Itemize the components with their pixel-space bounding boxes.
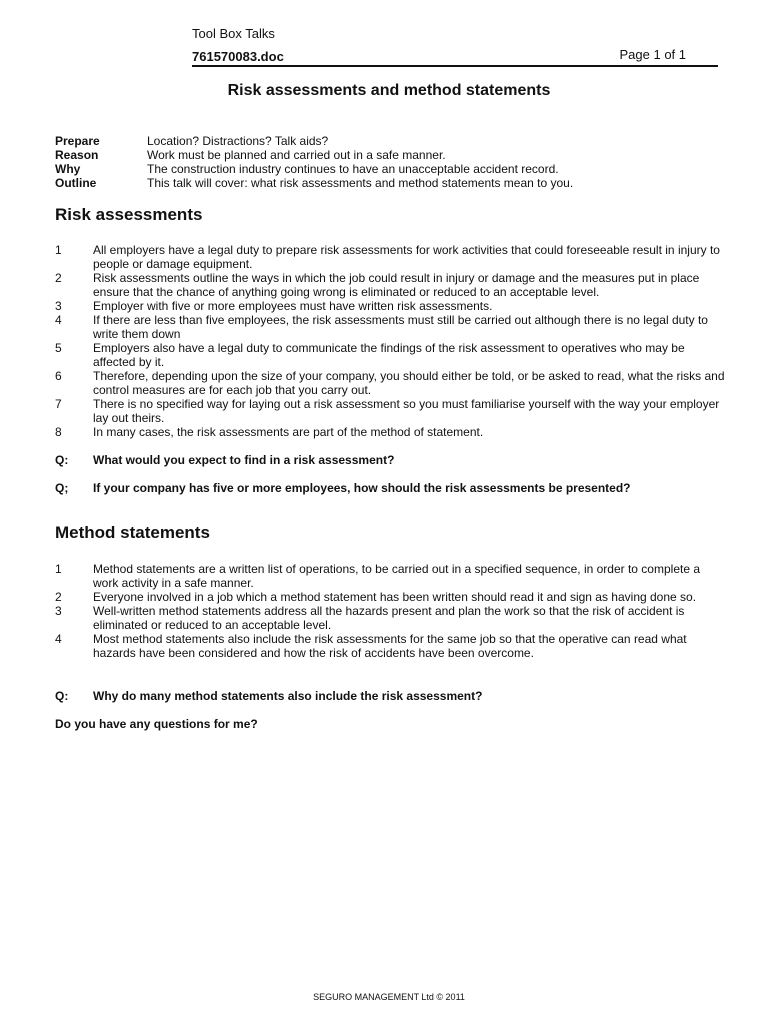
question-label: Q: [55, 453, 69, 467]
question-label: Q: [55, 689, 69, 703]
risk-list [55, 243, 725, 439]
list-item [55, 590, 725, 604]
header-filename: 761570083.doc [192, 49, 284, 64]
item-number: 2 [55, 590, 62, 604]
method-list [55, 562, 725, 660]
list-item [55, 632, 725, 660]
method-question-1 [55, 689, 725, 703]
header-page-number: Page 1 of 1 [619, 47, 686, 62]
item-number: 8 [55, 425, 62, 439]
method-section-heading: Method statements [55, 523, 210, 542]
list-item [55, 397, 725, 425]
item-number: 1 [55, 562, 62, 576]
intro-row-outline [55, 176, 725, 190]
intro-key: Outline [55, 176, 97, 190]
item-text: If there are less than five employees, the risk assessments must still be carried out although there is no legal duty to write them down [93, 313, 708, 341]
intro-key: Reason [55, 148, 99, 162]
question-text: If your company has five or more employees, how should the risk assessments be presented? [93, 481, 631, 495]
item-text: Risk assessments outline the ways in which the job could result in injury or damage and the measures put in place ensure that the chance of anything going wrong is eliminated or reduced to an acceptable level. [93, 271, 700, 299]
item-number: 3 [55, 299, 62, 313]
item-number: 2 [55, 271, 62, 285]
list-item [55, 425, 725, 439]
item-text: Everyone involved in a job which a method statement has been written should read it and sign as having done so. [93, 590, 697, 604]
item-number: 5 [55, 341, 62, 355]
document-title: Risk assessments and method statements [227, 82, 551, 99]
header-series: Tool Box Talks [192, 26, 275, 41]
item-text: There is no specified way for laying out a risk assessment so you must familiarise yourself with the way your employer lay out theirs. [93, 397, 720, 425]
intro-value: This talk will cover: what risk assessments and method statements mean to you. [147, 176, 574, 190]
list-item [55, 271, 725, 299]
question-text: Why do many method statements also include the risk assessment? [93, 689, 483, 703]
item-text: Well-written method statements address all the hazards present and plan the work so that the risk of accident is eliminated or reduced to an acceptable level. [93, 604, 685, 632]
intro-row-why [55, 162, 725, 176]
item-text: Therefore, depending upon the size of your company, you should either be told, or be asked to read, what the risks and control measures are for each job that you carry out. [93, 369, 725, 397]
closing-question: Do you have any questions for me? [55, 717, 258, 731]
list-item [55, 562, 725, 590]
question-label: Q; [55, 481, 69, 495]
item-number: 6 [55, 369, 62, 383]
question-text: What would you expect to find in a risk assessment? [93, 453, 395, 467]
risk-question-1 [55, 453, 725, 467]
intro-row-prepare [55, 134, 725, 148]
risk-section-heading: Risk assessments [55, 205, 203, 224]
intro-value: Location? Distractions? Talk aids? [147, 134, 329, 148]
item-text: Employers also have a legal duty to communicate the findings of the risk assessment to operatives who may be affected by it. [93, 341, 685, 369]
item-number: 3 [55, 604, 62, 618]
header-rule [192, 65, 718, 67]
item-text: Most method statements also include the risk assessments for the same job so that the operative can read what hazards have been considered and how the risk of accidents have been overcome. [93, 632, 687, 660]
item-text: All employers have a legal duty to prepare risk assessments for work activities that could foreseeable result in injury to people or damage equipment. [93, 243, 720, 271]
list-item [55, 243, 725, 271]
list-item [55, 313, 725, 341]
list-item [55, 369, 725, 397]
intro-value: The construction industry continues to have an unacceptable accident record. [147, 162, 559, 176]
item-text: Employer with five or more employees must have written risk assessments. [93, 299, 493, 313]
intro-row-reason [55, 148, 725, 162]
intro-value: Work must be planned and carried out in a safe manner. [147, 148, 446, 162]
list-item [55, 341, 725, 369]
intro-block [55, 134, 725, 190]
item-number: 7 [55, 397, 62, 411]
risk-question-2 [55, 481, 725, 495]
item-number: 4 [55, 313, 62, 327]
item-text: Method statements are a written list of operations, to be carried out in a specified sequence, in order to complete a work activity in a safe manner. [93, 562, 701, 590]
item-text: In many cases, the risk assessments are part of the method of statement. [93, 425, 484, 439]
item-number: 1 [55, 243, 62, 257]
intro-key: Why [55, 162, 81, 176]
footer-copyright: SEGURO MANAGEMENT Ltd © 2011 [313, 992, 465, 1002]
item-number: 4 [55, 632, 62, 646]
list-item [55, 604, 725, 632]
list-item [55, 299, 725, 313]
intro-key: Prepare [55, 134, 100, 148]
